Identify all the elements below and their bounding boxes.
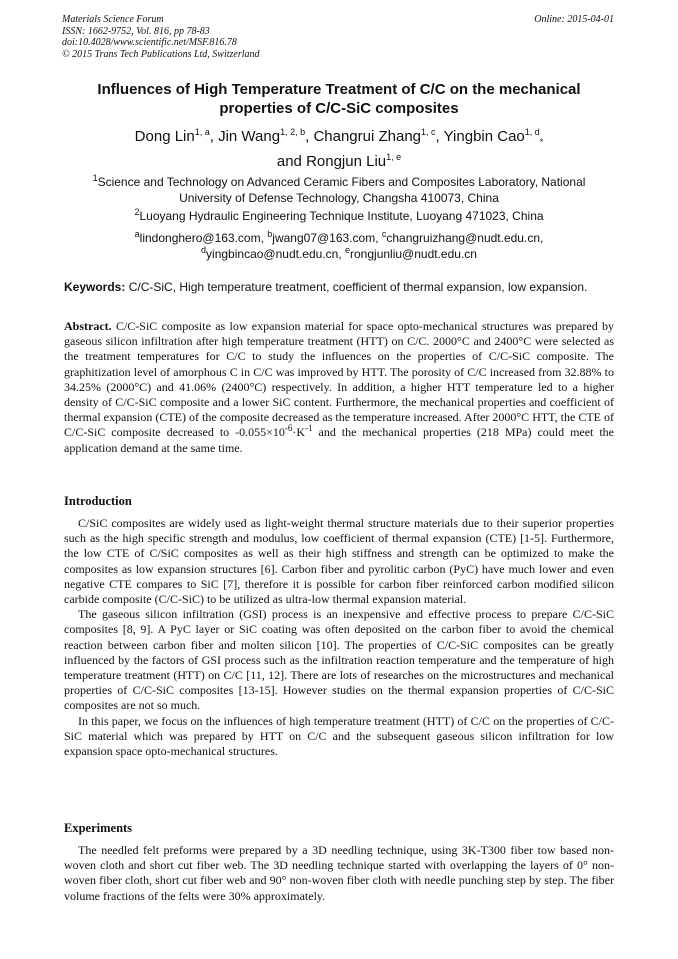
experiments-body bbox=[64, 843, 614, 904]
paper-title bbox=[64, 80, 614, 118]
introduction-body bbox=[64, 516, 614, 759]
email-sup: b bbox=[267, 229, 273, 239]
title-line-1: Influences of High Temperature Treatment of C/C on the mechanical bbox=[97, 81, 581, 98]
affiliation-1-line-1 bbox=[64, 175, 614, 191]
authors-line-2 bbox=[64, 152, 614, 171]
author-list bbox=[64, 127, 614, 171]
aff-text: Luoyang Hydraulic Engineering Technique Institute, Luoyang 471023, China bbox=[139, 209, 544, 223]
aff-sup: 2 bbox=[134, 207, 140, 217]
journal-header bbox=[62, 14, 260, 60]
corresponding-mark: * bbox=[539, 137, 544, 147]
experiments-paragraph-1: The needled felt preforms were prepared by a 3D needling technique, using 3K-T300 fiber tow based non-woven cloth and short cut fiber web. The 3D needling technique started with overlapping the layers of 0° non-woven fiber cloth, short cut fiber web and 90° non-woven fiber cloth with needle punching step by step. The fiber volume fractions of the felts were 30% approximately. bbox=[64, 843, 614, 903]
abstract-label: Abstract. bbox=[64, 319, 112, 333]
email-address: lindonghero@163.com, bbox=[139, 231, 268, 245]
email-address: changruizhang@nudt.edu.cn, bbox=[386, 231, 544, 245]
email-line-2 bbox=[64, 244, 614, 263]
email-sup: e bbox=[345, 244, 351, 255]
title-line-2: properties of C/C-SiC composites bbox=[219, 100, 459, 117]
email-address: yingbincao@nudt.edu.cn, bbox=[206, 246, 345, 261]
authors-line-1: Dong Lin$^{1, a}$, Jin Wang$^{1, 2, b}$, Changrui Zhang$^{1, c}$, Yingbin Cao$^{1, d}_*$ bbox=[134, 127, 544, 147]
intro-paragraph-2: The gaseous silicon infiltration (GSI) process is an inexpensive and effective process to prepare C/C-SiC composites [8, 9]. A PyC layer or SiC coating was often deposited on the carbon fiber to avoid the chemical reaction between carbon fiber and molten silicon [10]. The properties of C/C-SiC composites can be greatly influenced by the factors of GSI process such as the infiltration reaction temperature and the temperature of high temperature treatment (HTT) on C/C [11, 12]. There are lots of researches on the microstructures and mechanical properties of C/C-SiC composites [13-15]. However studies on the thermal expansion properties of C/C-SiC composites are not so much. bbox=[64, 607, 614, 713]
aff-sup: 1 bbox=[92, 173, 98, 183]
abstract-exponent: -1 bbox=[305, 423, 313, 434]
email-address: jwang07@163.com, bbox=[272, 231, 382, 245]
author-sup: 1, e bbox=[386, 152, 402, 162]
journal-name: Materials Science Forum bbox=[62, 14, 164, 25]
email-line-1 bbox=[64, 231, 614, 247]
keywords-text: C/C-SiC, High temperature treatment, coefficient of thermal expansion, low expansion. bbox=[125, 280, 588, 294]
intro-paragraph-1: C/SiC composites are widely used as light-weight thermal structure materials due to their superior properties such as the high specific strength and modulus, low coefficient of thermal expansion (CTE) [1-5]. Furthermore, the low CTE of C/SiC composites as well as their high stiffness and strength can be optimized to make the composites as low expansion structures [6]. Carbon fiber and pyrolitic carbon (PyC) have much lower and even negative CTE compares to SiC [7], therefore it is possible for carbon fiber reinforced carbon modified silicon carbide composite (C/C-SiC) to be utilized as ultra-low thermal expansion material. bbox=[64, 516, 614, 607]
and-word: and bbox=[276, 153, 302, 170]
intro-paragraph-3: In this paper, we focus on the influences of high temperature treatment (HTT) of C/C on the properties of C/C-SiC material which was prepared by HTT on C/C and the subsequent gaseous silicon infiltration for low expansion space opto-mechanical structures. bbox=[64, 713, 614, 759]
email-list bbox=[64, 231, 614, 262]
author-sup: 1, a bbox=[194, 127, 210, 137]
email-sup: d bbox=[201, 244, 207, 255]
affiliation-1 bbox=[64, 175, 614, 206]
email-sup: c bbox=[381, 229, 387, 239]
abstract-unit: ·K bbox=[292, 425, 306, 440]
keywords bbox=[64, 280, 614, 295]
abstract-exponent: -6 bbox=[284, 423, 293, 434]
abstract-text-end: and the mechanical properties (218 MPa) could meet the application demand at the same time. bbox=[64, 425, 614, 455]
aff-text: Science and Technology on Advanced Ceramic Fibers and Composites Laboratory, National bbox=[97, 175, 586, 189]
author-name: Changrui Zhang bbox=[313, 128, 422, 145]
author-name: Jin Wang bbox=[218, 128, 281, 145]
online-date: Online: 2015-04-01 bbox=[534, 14, 614, 25]
affiliation-2 bbox=[64, 209, 614, 225]
author-name: Yingbin Cao bbox=[443, 128, 525, 145]
copyright-line: © 2015 Trans Tech Publications Ltd, Switzerland bbox=[62, 48, 260, 60]
doi-line: doi:10.4028/www.scientific.net/MSF.816.78 bbox=[62, 37, 237, 48]
abstract-text: C/C-SiC composite as low expansion material for space opto-mechanical structures was prepared by gaseous silicon infiltration after high temperature treatment (HTT) on C/C. 2000°C and 2400°C were selected as the treatment temperatures for C/C to study the influences on the properties of C/C-SiC composite. The graphitization level of amorphous C in C/C was improved by HTT. The porosity of C/C increased from 32.88% to 34.25% (2000°C) and 41.06% (2400°C) respectively. In addition, a higher HTT temperature led to a higher density of C/C-SiC composite and a lower SiC content. Furthermore, the mechanical properties and coefficient of thermal expansion (CTE) of the composite decreased as the temperature increased. After 2000°C HTT, the CTE of C/C-SiC composite decreased to -0.055×10 bbox=[64, 319, 614, 440]
introduction-heading: Introduction bbox=[64, 494, 132, 508]
email-address: rongjunliu@nudt.edu.cn bbox=[350, 246, 477, 261]
issn-line: ISSN: 1662-9752, Vol. 816, pp 78-83 bbox=[62, 25, 210, 37]
abstract-paragraph bbox=[64, 319, 614, 456]
abstract bbox=[64, 319, 614, 456]
author-sup: 1, c bbox=[421, 127, 436, 137]
author-name: Rongjun Liu bbox=[306, 153, 387, 170]
affiliation-1-line-2: University of Defense Technology, Changsha 410073, China bbox=[179, 190, 499, 205]
keywords-label: Keywords: bbox=[64, 280, 126, 294]
email-sup: a bbox=[134, 229, 140, 239]
experiments-heading: Experiments bbox=[64, 821, 133, 835]
author-name: Dong Lin bbox=[134, 128, 195, 145]
author-sup: 1, 2, b bbox=[280, 127, 306, 137]
author-sup: 1, d bbox=[524, 127, 540, 137]
